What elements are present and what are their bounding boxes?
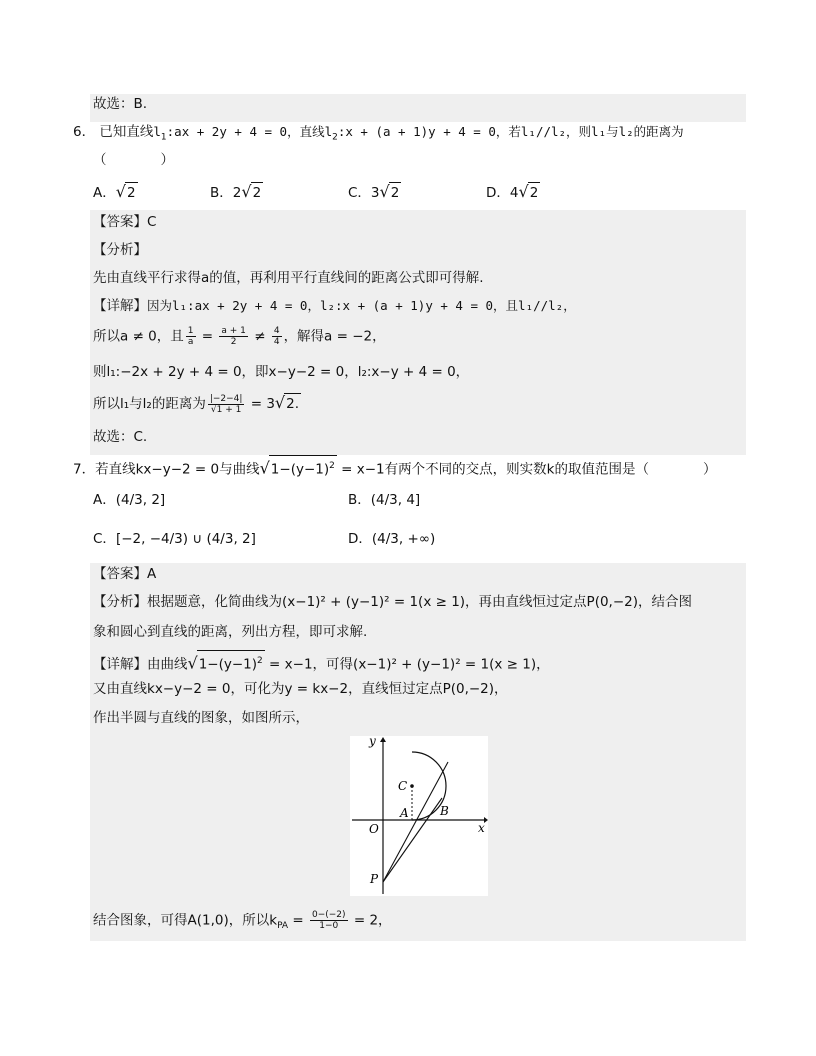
q7-analysis-1: 【分析】根据题意，化简曲线为(x−1)² + (y−1)² = 1(x ≥ 1)，再由直线恒过定点P(0,−2)，结合图 — [93, 594, 693, 610]
q6-blank: （ ） — [93, 152, 174, 168]
q6-detail-2: 所以a ≠ 0，且 $\frac{1}{a}$ = $\frac{a + 1}{2}$ ≠ $\frac{4}{4}$ ，解得a = −2， — [93, 326, 386, 347]
q7-detail-1: 【详解】由曲线$√1-(y-1)^2 = x-1$，可得(x−1)² + (y−1)² = 1(x ≥ 1)， — [93, 650, 550, 675]
q7-option-c[interactable]: C．[−2, −4/3) ∪ (4/3, 2] — [93, 531, 256, 547]
q6-analysis-label: 【分析】 — [93, 242, 147, 258]
q6-conclusion: 故选：C. — [93, 429, 148, 445]
q7-detail-2: 又由直线kx−y−2 = 0，可化为y = kx−2，直线恒过定点P(0,−2)， — [93, 681, 508, 697]
fig-p-label: P — [370, 872, 379, 886]
q6-detail-1: 【详解】因为l₁:ax + 2y + 4 = 0，l₂:x + (a + 1)y + 4 = 0，且l₁//l₂， — [93, 298, 576, 314]
q6-stem: 6． 已知直线$l_1:ax + 2y + 4 = 0$，直线$l_2:x + (a + 1)y + 4 = 0$，若l₁//l₂，则l₁与l₂的距离为 — [73, 124, 684, 143]
q7-figure — [350, 736, 488, 896]
q6-answer: 【答案】C — [93, 214, 157, 230]
fig-a-label: A — [400, 806, 409, 820]
q7-option-b[interactable]: B．(4/3, 4] — [348, 492, 421, 508]
q7-option-a[interactable]: A．(4/3, 2] — [93, 492, 166, 508]
q7-stem: 7．若直线kx−y−2 = 0与曲线$√1-(y-1)^2 = x-1$有两个不同的交点，则实数k的取值范围是（ ） — [73, 455, 716, 480]
prev-conclusion: 故选：B. — [93, 96, 148, 112]
q6-number: 6． — [73, 124, 96, 140]
shade-q5-tail — [90, 94, 746, 122]
fig-x-label: x — [478, 821, 485, 835]
q6-option-c[interactable]: C．3√2 — [348, 182, 400, 201]
q7-detail-4: 结合图象，可得A(1,0)，所以$k_{PA}$ = $\frac{0-(-2)}{1-0}$ = 2， — [93, 910, 392, 932]
q6-option-d[interactable]: D．4√2 — [486, 182, 539, 201]
q7-figure-svg — [350, 736, 488, 896]
q7-answer: 【答案】A — [93, 566, 157, 582]
q7-analysis-2: 象和圆心到直线的距离，列出方程，即可求解. — [93, 624, 368, 640]
q6-detail-3: 则l₁:−2x + 2y + 4 = 0，即x−y−2 = 0，l₂:x−y + 4 = 0， — [93, 364, 470, 380]
fig-b-label: B — [440, 804, 449, 818]
q7-option-d[interactable]: D．(4/3, +∞) — [348, 531, 436, 547]
q6-option-b[interactable]: B．2√2 — [210, 182, 262, 201]
q6-option-a[interactable]: A．√2 — [93, 182, 136, 201]
q7-detail-3: 作出半圆与直线的图象，如图所示， — [93, 710, 309, 726]
fig-y-label: y — [369, 736, 376, 748]
q6-analysis-text: 先由直线平行求得a的值，再利用平行直线间的距离公式即可得解. — [93, 270, 484, 286]
q6-detail-4: 所以l₁与l₂的距离为 $\frac{|-2-4|}{√1 + 1}$ = 3√2. — [93, 393, 300, 415]
fig-c-label: C — [398, 779, 408, 793]
q7-number: 7． — [73, 461, 96, 478]
fig-o-label: O — [369, 822, 379, 836]
